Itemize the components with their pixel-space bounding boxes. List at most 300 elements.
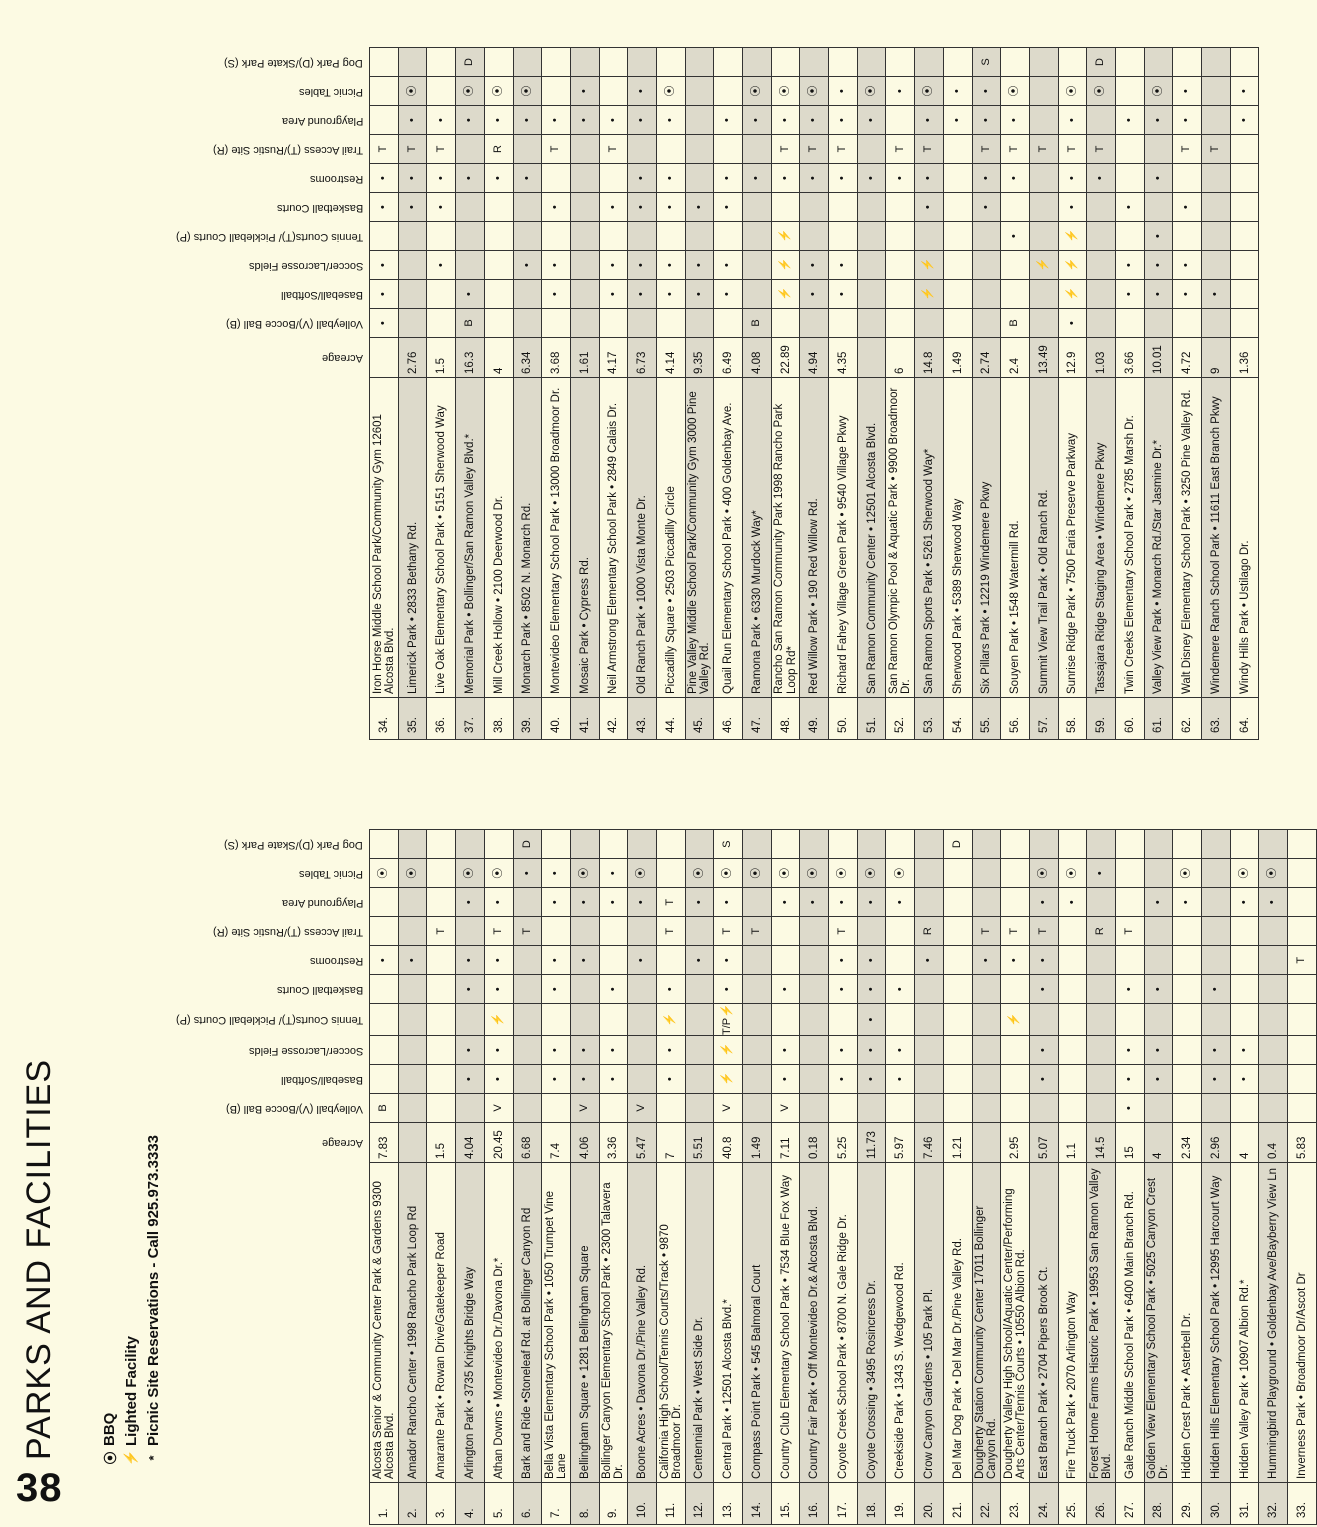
facility-cell [714, 222, 743, 251]
facility-cell: R [1087, 917, 1116, 946]
lightning-icon: ⚡ [915, 280, 944, 309]
facility-cell: • [599, 1065, 628, 1094]
table-row [743, 830, 772, 1525]
facility-cell: • [857, 946, 886, 975]
facility-cell [1144, 830, 1173, 859]
facility-cell [800, 1004, 829, 1036]
facility-cell [427, 1036, 456, 1065]
facility-cell: • [656, 193, 685, 222]
table-row [656, 830, 685, 1525]
facility-cell [1288, 1036, 1317, 1065]
bbq-icon: ⦿ [456, 859, 485, 888]
park-name: Tassajara Ridge Staging Area • Windemere Pkwy [1087, 378, 1116, 698]
park-name: Limerick Park • 2833 Bethany Rd. [398, 378, 427, 698]
park-acreage: 2.74 [972, 338, 1001, 378]
park-number: 1. [370, 1483, 399, 1525]
park-number: 17. [829, 1483, 858, 1525]
park-number: 2. [398, 1483, 427, 1525]
table-header-row [176, 830, 370, 1525]
facility-cell: • [398, 193, 427, 222]
lightning-icon: ⚡ [771, 280, 800, 309]
facility-cell: • [1001, 222, 1030, 251]
facility-cell: • [599, 888, 628, 917]
facility-cell [886, 193, 915, 222]
park-acreage: 3.36 [599, 1123, 628, 1163]
facility-cell [685, 1094, 714, 1123]
facility-cell [1202, 859, 1231, 888]
facility-cell [484, 280, 513, 309]
facility-cell: T [1087, 135, 1116, 164]
facility-cell: • [886, 888, 915, 917]
facility-cell [628, 1004, 657, 1036]
park-name: Gale Ranch Middle School Park • 6400 Main Branch Rd. [1115, 1163, 1144, 1483]
facility-cell: • [714, 164, 743, 193]
bbq-icon: ⦿ [743, 77, 772, 106]
table-row [1202, 48, 1231, 740]
facility-cell [1173, 222, 1202, 251]
facility-cell [427, 946, 456, 975]
facility-cell: • [972, 77, 1001, 106]
facility-cell [1202, 251, 1231, 280]
table-row [685, 48, 714, 740]
facility-cell [743, 1065, 772, 1094]
facility-cell [542, 222, 571, 251]
facility-cell: • [972, 164, 1001, 193]
table-row [886, 48, 915, 740]
facility-cell [1202, 917, 1231, 946]
park-acreage: 1.5 [427, 338, 456, 378]
column-header [176, 975, 370, 1004]
facility-cell: • [599, 193, 628, 222]
facility-cell [857, 251, 886, 280]
park-number: 23. [1001, 1483, 1030, 1525]
facility-cell: • [1115, 106, 1144, 135]
facility-cell [456, 251, 485, 280]
facility-cell: • [714, 280, 743, 309]
facility-cell [1259, 1036, 1288, 1065]
park-name: Boone Acres • Davona Dr./Pine Valley Rd. [628, 1163, 657, 1483]
facility-cell: T [656, 917, 685, 946]
facility-cell: • [656, 106, 685, 135]
facility-cell [915, 48, 944, 77]
facility-cell [542, 77, 571, 106]
park-acreage: 5.47 [628, 1123, 657, 1163]
facility-cell [1259, 917, 1288, 946]
facility-cell [943, 309, 972, 338]
facility-cell: • [398, 106, 427, 135]
park-acreage: 5.51 [685, 1123, 714, 1163]
facility-cell [685, 309, 714, 338]
facility-cell: T [1202, 135, 1231, 164]
facility-cell [1230, 309, 1259, 338]
facility-cell [829, 830, 858, 859]
page-title: PARKS AND FACILITIES [20, 1058, 58, 1460]
park-name: Compass Point Park • 545 Balmoral Court [743, 1163, 772, 1483]
legend [98, 1050, 164, 1470]
bbq-icon: ⦿ [915, 77, 944, 106]
facility-cell: • [714, 946, 743, 975]
facility-cell [943, 946, 972, 975]
column-header-label: Playground Area [281, 114, 364, 127]
park-number: 3. [427, 1483, 456, 1525]
facility-cell [685, 164, 714, 193]
facility-cell [1058, 917, 1087, 946]
park-number: 33. [1288, 1483, 1317, 1525]
bbq-icon: ⦿ [370, 859, 399, 888]
table-row [800, 48, 829, 740]
park-acreage: 4 [1230, 1123, 1259, 1163]
park-name: Amarante Park • Rowan Drive/Gatekeeper Road [427, 1163, 456, 1483]
park-number: 57. [1029, 698, 1058, 740]
facility-cell: V [714, 1094, 743, 1123]
facility-cell [886, 251, 915, 280]
park-name: Six Pillars Park • 12219 Windemere Pkwy [972, 378, 1001, 698]
facility-cell [943, 1094, 972, 1123]
table-row [427, 830, 456, 1525]
bbq-icon: ⦿ [513, 77, 542, 106]
facility-cell [1288, 1094, 1317, 1123]
facility-cell: • [542, 859, 571, 888]
facility-cell [800, 309, 829, 338]
park-number: 24. [1029, 1483, 1058, 1525]
facility-cell: • [1058, 106, 1087, 135]
facility-cell: • [1115, 975, 1144, 1004]
facility-cell [1001, 1065, 1030, 1094]
column-header [176, 830, 370, 859]
park-number: 48. [771, 698, 800, 740]
table-row [943, 830, 972, 1525]
facility-cell: • [1087, 859, 1116, 888]
table-row [1202, 830, 1231, 1525]
facility-cell [1202, 1004, 1231, 1036]
facility-cell: • [1173, 888, 1202, 917]
park-acreage: 7.46 [915, 1123, 944, 1163]
facility-cell [972, 251, 1001, 280]
table-row [542, 830, 571, 1525]
lightning-icon: ⚡ [1058, 280, 1087, 309]
park-number: 50. [829, 698, 858, 740]
facility-cell [1115, 48, 1144, 77]
park-acreage: 2.34 [1173, 1123, 1202, 1163]
facility-cell: • [484, 1065, 513, 1094]
facility-cell [1173, 48, 1202, 77]
facility-cell [1001, 1094, 1030, 1123]
park-acreage: 5.83 [1288, 1123, 1317, 1163]
facility-cell [1115, 1004, 1144, 1036]
facility-cell [1202, 222, 1231, 251]
facility-cell [1029, 193, 1058, 222]
park-acreage: 5.25 [829, 1123, 858, 1163]
facility-cell: • [685, 193, 714, 222]
park-number: 42. [599, 698, 628, 740]
facility-cell [1029, 280, 1058, 309]
park-name: Country Club Elementary School Park • 7534 Blue Fox Way [771, 1163, 800, 1483]
facility-cell: • [1144, 888, 1173, 917]
facility-cell: • [972, 106, 1001, 135]
facility-cell: • [1115, 251, 1144, 280]
park-number: 64. [1230, 698, 1259, 740]
facility-cell: T [743, 917, 772, 946]
facility-cell: T/P⚡ [714, 1004, 743, 1036]
park-acreage: 4.08 [743, 338, 772, 378]
park-name: Old Ranch Park • 1000 Vista Monte Dr. [628, 378, 657, 698]
table-row [1144, 830, 1173, 1525]
table-row [456, 48, 485, 740]
park-name: Arlington Park • 3735 Knights Bridge Way [456, 1163, 485, 1483]
facility-cell: • [771, 164, 800, 193]
facility-cell [915, 975, 944, 1004]
facility-cell: • [829, 164, 858, 193]
facility-cell [1087, 251, 1116, 280]
facility-cell: • [1115, 1065, 1144, 1094]
park-acreage: 1.49 [943, 338, 972, 378]
facility-cell [570, 1004, 599, 1036]
facility-cell [570, 280, 599, 309]
column-header-label: Trail Access (T)/Rustic Site (R) [213, 925, 364, 938]
facility-cell: • [542, 1036, 571, 1065]
park-name: Inverness Park • Broadmoor Dr/Ascot Dr [1288, 1163, 1317, 1483]
facility-cell [427, 1094, 456, 1123]
facility-cell: • [1115, 193, 1144, 222]
facility-cell [915, 888, 944, 917]
table-row [1058, 48, 1087, 740]
facility-cell [1202, 830, 1231, 859]
table-row [771, 48, 800, 740]
park-number: 16. [800, 1483, 829, 1525]
facility-cell [1144, 48, 1173, 77]
park-name: Hummingbird Playground • Goldenbay Ave/Bayberry View Ln [1259, 1163, 1288, 1483]
facility-cell [743, 1004, 772, 1036]
column-header-label: Volleyball (V)/Bocce Ball (B) [226, 1102, 364, 1115]
facility-cell [743, 280, 772, 309]
table-row [972, 48, 1001, 740]
facility-cell: T [972, 917, 1001, 946]
facility-cell [427, 975, 456, 1004]
asterisk-icon: * [145, 1455, 161, 1461]
facility-cell: • [685, 946, 714, 975]
park-acreage: 0.18 [800, 1123, 829, 1163]
column-header-label: Basketball Courts [276, 983, 364, 996]
facility-cell: T [714, 917, 743, 946]
facility-cell: B [743, 309, 772, 338]
park-number: 41. [570, 698, 599, 740]
facility-cell [857, 1094, 886, 1123]
facility-cell: • [800, 106, 829, 135]
facility-cell [542, 917, 571, 946]
facility-cell [398, 1094, 427, 1123]
column-header-label: Dog Park (D)/Skate Park (S) [224, 56, 364, 69]
table-row [628, 830, 657, 1525]
park-acreage: 7 [656, 1123, 685, 1163]
facility-cell [1173, 1036, 1202, 1065]
facility-cell: • [857, 975, 886, 1004]
facility-cell [1230, 164, 1259, 193]
park-number: 39. [513, 698, 542, 740]
park-acreage: 15 [1115, 1123, 1144, 1163]
column-header [176, 946, 370, 975]
facility-cell [599, 77, 628, 106]
facility-cell [1087, 888, 1116, 917]
facility-cell [1115, 164, 1144, 193]
park-number: 34. [370, 698, 399, 740]
facility-cell [1087, 1036, 1116, 1065]
facility-cell: • [398, 164, 427, 193]
facility-cell: • [599, 1036, 628, 1065]
facility-cell: • [513, 106, 542, 135]
facility-cell: • [943, 106, 972, 135]
table-row [1173, 830, 1202, 1525]
facility-cell: • [599, 859, 628, 888]
facility-cell [513, 975, 542, 1004]
park-number: 28. [1144, 1483, 1173, 1525]
facility-cell [628, 222, 657, 251]
column-header [176, 917, 370, 946]
facility-cell [1087, 946, 1116, 975]
facility-cell: T [829, 917, 858, 946]
table-row [915, 830, 944, 1525]
column-header-label: Playground Area [281, 896, 364, 909]
park-name: Ramona Park • 6330 Murdock Way* [743, 378, 772, 698]
facility-cell: • [370, 309, 399, 338]
park-acreage: 10.01 [1144, 338, 1173, 378]
bbq-icon: ⦿ [685, 859, 714, 888]
facility-cell: • [1029, 975, 1058, 1004]
facility-cell [943, 859, 972, 888]
park-number: 25. [1058, 1483, 1087, 1525]
facility-cell: • [570, 77, 599, 106]
parks-table-right [176, 0, 1251, 740]
park-number: 51. [857, 698, 886, 740]
facility-cell: • [714, 251, 743, 280]
park-number: 13. [714, 1483, 743, 1525]
facility-cell [656, 859, 685, 888]
facility-cell: • [857, 888, 886, 917]
bbq-icon: ⦿ [1144, 77, 1173, 106]
facility-cell [886, 946, 915, 975]
park-name: Windemere Ranch School Park • 11611 East Branch Pkwy [1202, 378, 1231, 698]
facility-cell: • [456, 975, 485, 1004]
facility-cell: V [570, 1094, 599, 1123]
facility-cell: T [800, 135, 829, 164]
park-acreage: 2.96 [1202, 1123, 1231, 1163]
facility-cell [1173, 975, 1202, 1004]
park-name: Coyote Crossing • 3495 Rosincress Dr. [857, 1163, 886, 1483]
park-name: Live Oak Elementary School Park • 5151 Sherwood Way [427, 378, 456, 698]
facility-cell [1288, 1065, 1317, 1094]
facility-cell [943, 1004, 972, 1036]
park-acreage: 13.49 [1029, 338, 1058, 378]
table-row [1230, 830, 1259, 1525]
facility-cell: • [1144, 1065, 1173, 1094]
park-acreage: 6.73 [628, 338, 657, 378]
park-acreage [398, 1123, 427, 1163]
bbq-icon: ⦿ [1259, 859, 1288, 888]
facility-cell [570, 309, 599, 338]
facility-cell: • [857, 1065, 886, 1094]
column-header [176, 1094, 370, 1123]
facility-cell: • [628, 164, 657, 193]
facility-cell: • [542, 1065, 571, 1094]
table-row [857, 48, 886, 740]
facility-cell [943, 135, 972, 164]
park-acreage: 6.68 [513, 1123, 542, 1163]
facility-cell [800, 975, 829, 1004]
facility-cell [771, 1004, 800, 1036]
park-name: Sherwood Park • 5389 Sherwood Way [943, 378, 972, 698]
facility-cell: • [427, 164, 456, 193]
park-name: Sunrise Ridge Park • 7500 Faria Preserve Parkway [1058, 378, 1087, 698]
facility-cell: T [771, 135, 800, 164]
facility-cell [427, 77, 456, 106]
facility-cell [1288, 975, 1317, 1004]
table-row [1115, 48, 1144, 740]
park-number: 32. [1259, 1483, 1288, 1525]
park-acreage: 6 [886, 338, 915, 378]
facility-cell: • [800, 888, 829, 917]
facility-cell: • [829, 280, 858, 309]
park-number: 8. [570, 1483, 599, 1525]
bbq-icon: ⦿ [628, 859, 657, 888]
facility-cell: • [1230, 1036, 1259, 1065]
facility-cell: • [1173, 251, 1202, 280]
column-header-label: Baseball/Softball [281, 1073, 364, 1086]
column-header-label: Soccer/Lacrosse Fields [248, 259, 364, 272]
facility-cell: • [886, 1065, 915, 1094]
table-row [800, 830, 829, 1525]
facility-cell [1202, 164, 1231, 193]
facility-cell: • [1144, 164, 1173, 193]
facility-cell [943, 164, 972, 193]
park-acreage: 20.45 [484, 1123, 513, 1163]
park-acreage: 2.95 [1001, 1123, 1030, 1163]
park-name: Hidden Crest Park • Asterbell Dr. [1173, 1163, 1202, 1483]
table-row [1288, 830, 1317, 1525]
column-header-label: Basketball Courts [276, 201, 364, 214]
facility-cell [542, 830, 571, 859]
park-number: 36. [427, 698, 456, 740]
facility-cell [398, 1065, 427, 1094]
bbq-icon: ⦿ [1029, 859, 1058, 888]
facility-cell: • [484, 164, 513, 193]
table-row [513, 830, 542, 1525]
facility-cell: • [1115, 280, 1144, 309]
facility-cell [570, 193, 599, 222]
facility-cell [800, 48, 829, 77]
column-header-label: Acreage [322, 352, 364, 365]
park-acreage: 3.68 [542, 338, 571, 378]
facility-cell: • [1202, 1036, 1231, 1065]
facility-cell [1115, 946, 1144, 975]
facility-cell: • [484, 888, 513, 917]
facility-cell: S [714, 830, 743, 859]
facility-cell [1001, 251, 1030, 280]
park-number: 30. [1202, 1483, 1231, 1525]
facility-cell [743, 1094, 772, 1123]
park-name: Red Willow Park • 190 Red Willow Rd. [800, 378, 829, 698]
facility-cell: • [370, 946, 399, 975]
facility-cell [1202, 77, 1231, 106]
facility-cell [972, 1065, 1001, 1094]
park-number: 40. [542, 698, 571, 740]
column-header-label: Restrooms [309, 954, 364, 967]
legend-label: BBQ [100, 1412, 118, 1446]
bbq-icon: ⦿ [1087, 77, 1116, 106]
facility-cell: • [656, 164, 685, 193]
facility-cell [1144, 1094, 1173, 1123]
park-number: 26. [1087, 1483, 1116, 1525]
facility-cell: • [1029, 1036, 1058, 1065]
facility-cell [1288, 859, 1317, 888]
